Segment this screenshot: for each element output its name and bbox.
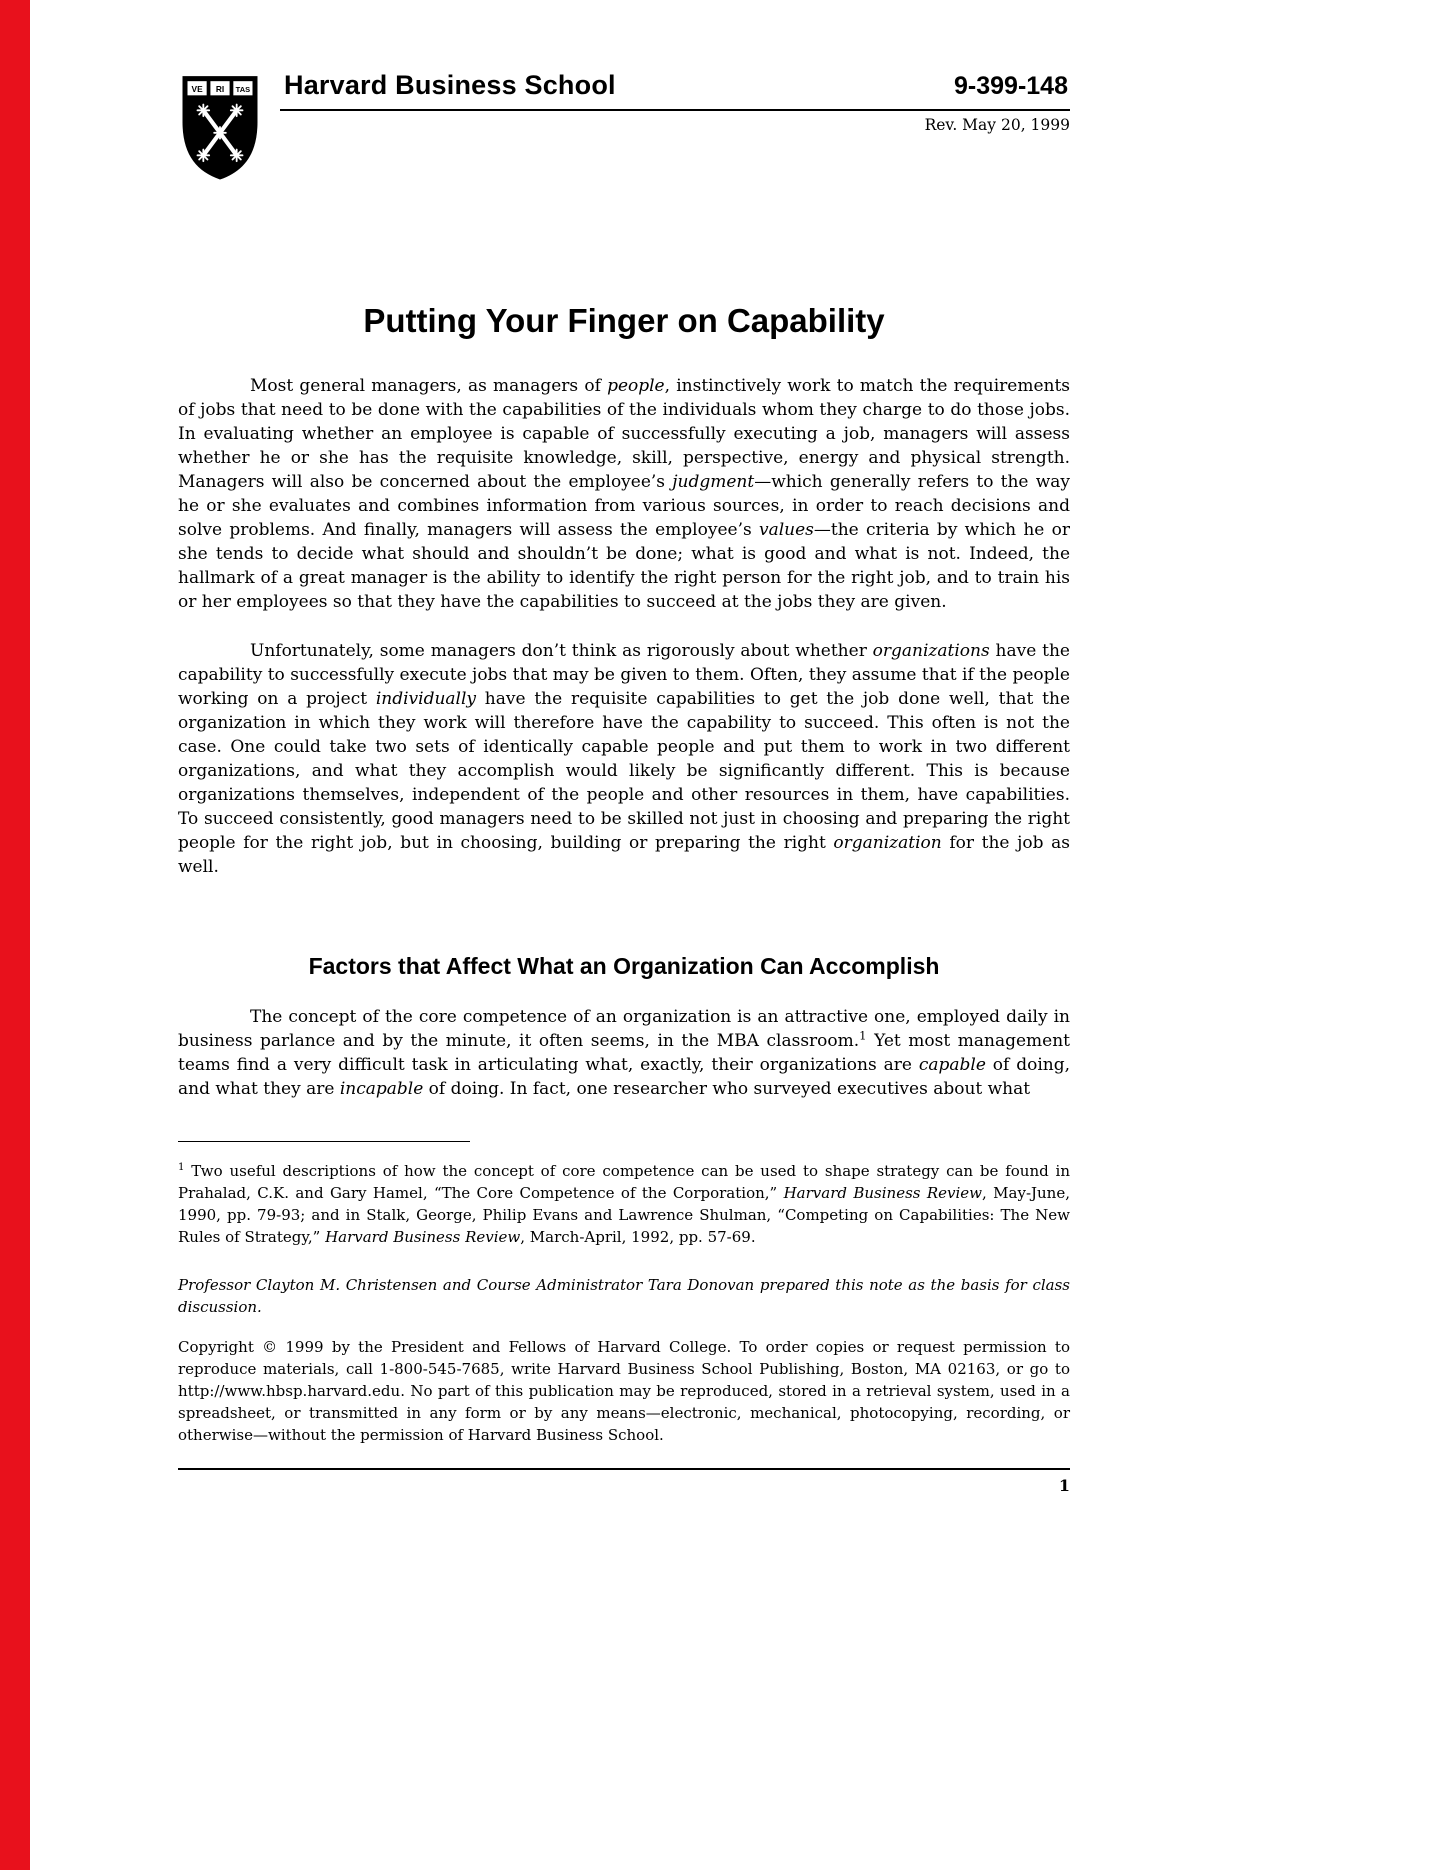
attribution-note: Professor Clayton M. Christensen and Course Administrator Tara Donovan prepared this note as the basis for class discussion.: [178, 1276, 1070, 1316]
logo-text-ri: RI: [215, 84, 225, 94]
copyright-notice: Copyright © 1999 by the President and Fellows of Harvard College. To order copies or request permission to reproduce materials, call 1-800-545-7685, write Harvard Business School Publishing, Boston, MA 02163, or go to http://www.hbsp.harvard.edu. No part of this publication may be reproduced, stored in a retrieval system, used in a spreadsheet, or transmitted in any form or by any means—electronic, mechanical, photocopying, recording, or otherwise—without the permission of Harvard Business School.: [178, 1338, 1070, 1444]
logo-text-ve: VE: [191, 84, 203, 94]
hbs-shield-logo: [178, 72, 262, 182]
page-number: 1: [1058, 1476, 1070, 1495]
footnote-separator: [178, 1141, 470, 1142]
paragraph-2: Unfortunately, some managers don’t think as rigorously about whether organizations have the capability to successfully execute jobs that may be given to them. Often, they assume that if the people working on a project individually have the requisite capabilities to get the job done well, that the organization in which they work will therefore have the capability to succeed. This often is not the case. One could take two sets of identically capable people and put them to work in two different organizations, and what they accomplish would likely be significantly different. This is because organizations themselves, independent of the people and other resources in them, have capabilities. To succeed consistently, good managers need to be skilled not just in choosing and preparing the right people for the right job, but in choosing, building or preparing the right organization for the job as well.: [178, 641, 1070, 877]
school-name: Harvard Business School: [284, 70, 616, 100]
footnote-1: $^1$ Two useful descriptions of how the concept of core competence can be used to shape strategy can be found in Prahalad, C.K. and Gary Hamel, “The Core Competence of the Corporation,” Harvard Business Review, May-June, 1990, pp. 79-93; and in Stalk, George, Philip Evans and Lawrence Shulman, “Competing on Capabilities: The New Rules of Strategy,” Harvard Business Review, March-April, 1992, pp. 57-69.: [178, 1162, 1070, 1246]
document-header: [178, 70, 1070, 134]
veritas-shield-graphic: [178, 72, 262, 182]
paragraph-1: Most general managers, as managers of people, instinctively work to match the requirements of jobs that need to be done with the capabilities of the individuals whom they charge to do those jobs. In evaluating whether an employee is capable of successfully executing a job, managers will assess whether he or she has the requisite knowledge, skill, perspective, energy and physical strength. Managers will also be concerned about the employee’s judgment—which generally refers to the way he or she evaluates and combines information from various sources, in order to reach decisions and solve problems. And finally, managers will assess the employee’s values—the criteria by which he or she tends to decide what should and shouldn’t be done; what is good and what is not. Indeed, the hallmark of a great manager is the ability to identify the right person for the right job, and to train his or her employees so that they have the capabilities to succeed at the jobs they are given.: [178, 376, 1071, 612]
logo-text-tas: TAS: [235, 85, 251, 94]
section-heading: Factors that Affect What an Organization Can Accomplish: [308, 953, 940, 979]
revision-date: Rev. May 20, 1999: [924, 116, 1070, 134]
page-title: Putting Your Finger on Capability: [363, 302, 885, 339]
doc-number: 9-399-148: [954, 72, 1068, 100]
header-rule-row: [280, 70, 1070, 111]
paragraph-3: The concept of the core competence of an organization is an attractive one, employed daily in business parlance and by the minute, it often seems, in the MBA classroom.$^1$ Yet most management teams find a very difficult task in articulating what, exactly, their organizations are capable of doing, and what they are incapable of doing. In fact, one researcher who surveyed executives about what: [178, 1007, 1071, 1099]
red-accent-bar: [0, 0, 30, 1870]
footer-rule: [178, 1468, 1070, 1470]
document-page: [178, 0, 1070, 1870]
